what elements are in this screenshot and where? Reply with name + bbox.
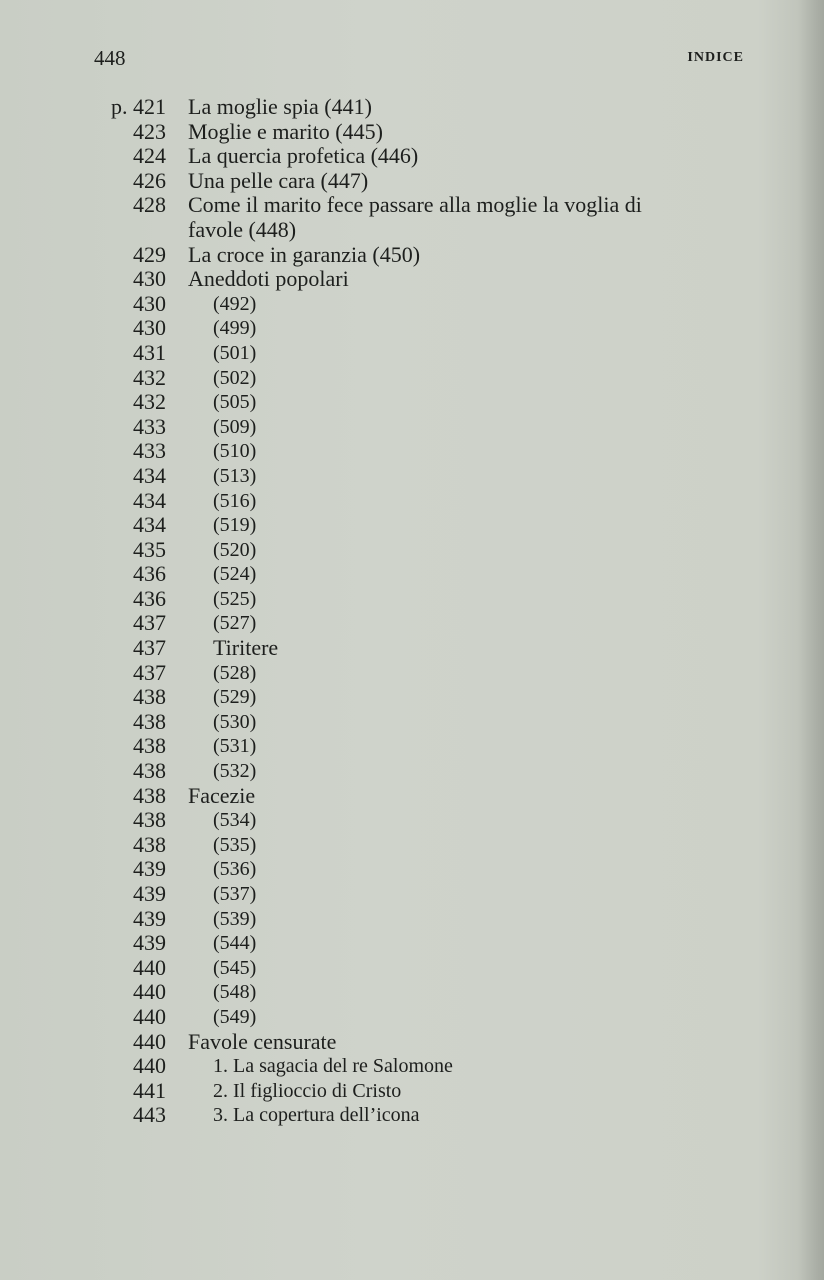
toc-entry [0, 931, 824, 956]
toc-page-number: 437 [133, 635, 166, 661]
toc-entry [0, 882, 824, 907]
toc-subentry-title: (532) [213, 760, 257, 783]
toc-subentry-title: 2. Il figlioccio di Cristo [213, 1079, 402, 1102]
toc-subentry-title: 3. La copertura dell’icona [213, 1104, 420, 1127]
toc-page-number: 440 [133, 954, 166, 980]
toc-entry-title: Come il marito fece passare alla moglie la voglia di [188, 192, 642, 218]
toc-page-number: 432 [133, 389, 166, 415]
toc-page-number: 431 [133, 339, 166, 365]
toc-subentry-title: (531) [213, 735, 257, 758]
toc-subentry-title: (509) [213, 415, 257, 438]
toc-entry-title: Facezie [188, 782, 256, 808]
toc-entry [0, 1079, 824, 1104]
toc-entry [0, 144, 824, 169]
toc-entry [0, 685, 824, 710]
toc-subentry-title: (519) [213, 514, 257, 537]
toc-page-number: 438 [133, 708, 166, 734]
toc-page-number: 433 [133, 413, 166, 439]
toc-subentry-title: (516) [213, 489, 257, 512]
toc-page-number: 439 [133, 905, 166, 931]
toc-page-number: 439 [133, 856, 166, 882]
toc-entry [0, 1054, 824, 1079]
toc-subentry-title: (513) [213, 464, 257, 487]
toc-page-number: p. 421 [111, 94, 166, 119]
toc-subentry-title: (539) [213, 907, 257, 930]
toc-page-number: 438 [133, 758, 166, 784]
toc-entry [0, 193, 824, 218]
toc-subentry-title: (534) [213, 809, 257, 832]
toc-page-number: 426 [133, 167, 166, 193]
toc-entry [0, 587, 824, 612]
toc-page-number: 435 [133, 536, 166, 562]
toc-entry [0, 636, 824, 661]
toc-subentry-title: (492) [213, 292, 257, 315]
toc-page-number: 439 [133, 881, 166, 906]
toc-entry-title: favole (448) [188, 216, 297, 242]
toc-entry [0, 243, 824, 268]
toc-subentry-title: (544) [213, 932, 257, 955]
table-of-contents [0, 95, 824, 1128]
toc-entry-title: Aneddoti popolari [188, 266, 349, 292]
toc-page-number: 434 [133, 487, 166, 513]
toc-entry [0, 341, 824, 366]
toc-entry [0, 169, 824, 194]
toc-page-number: 440 [133, 1028, 166, 1054]
toc-entry-title: Moglie e marito (445) [188, 118, 383, 144]
toc-entry [0, 980, 824, 1005]
toc-entry-title: Una pelle cara (447) [188, 167, 369, 193]
toc-subentry-title: Tiritere [213, 635, 279, 661]
toc-page-number: 440 [133, 1003, 166, 1029]
toc-page-number: 429 [133, 241, 166, 267]
toc-page-number: 440 [133, 1053, 166, 1079]
toc-page-number: 438 [133, 733, 166, 759]
toc-entry [0, 95, 824, 120]
toc-page-number: 436 [133, 585, 166, 611]
toc-subentry-title: (520) [213, 538, 257, 561]
toc-entry [0, 808, 824, 833]
toc-page-number: 437 [133, 659, 166, 685]
toc-entry [0, 415, 824, 440]
toc-entry [0, 464, 824, 489]
running-head [94, 46, 744, 74]
toc-entry [0, 267, 824, 292]
toc-page-number: 434 [133, 512, 166, 538]
page-number: 448 [94, 46, 126, 70]
toc-page-number: 424 [133, 143, 166, 169]
toc-subentry-title: (505) [213, 391, 257, 414]
toc-entry [0, 833, 824, 858]
toc-page-number: 438 [133, 807, 166, 833]
toc-page-number: 437 [133, 610, 166, 636]
toc-entry [0, 439, 824, 464]
toc-entry [0, 489, 824, 514]
toc-subentry-title: (524) [213, 563, 257, 586]
toc-subentry-title: (545) [213, 956, 257, 979]
toc-page-number: 436 [133, 561, 166, 587]
toc-subentry-title: (548) [213, 981, 257, 1004]
toc-subentry-title: (527) [213, 612, 257, 635]
toc-entry [0, 611, 824, 636]
toc-entry [0, 661, 824, 686]
toc-entry [0, 956, 824, 981]
toc-subentry-title: (502) [213, 366, 257, 389]
toc-entry-title: La moglie spia (441) [188, 94, 372, 119]
toc-entry-title: La quercia profetica (446) [188, 143, 419, 169]
toc-page-number: 434 [133, 462, 166, 488]
toc-entry [0, 120, 824, 145]
toc-entry [0, 1030, 824, 1055]
toc-page-number: 433 [133, 438, 166, 464]
toc-entry [0, 562, 824, 587]
toc-entry-title: La croce in garanzia (450) [188, 241, 421, 267]
toc-page-number: 432 [133, 364, 166, 390]
toc-entry [0, 292, 824, 317]
toc-entry [0, 784, 824, 809]
toc-entry [0, 218, 824, 243]
toc-subentry-title: (529) [213, 686, 257, 709]
toc-subentry-title: (528) [213, 661, 257, 684]
toc-page-number: 443 [133, 1102, 166, 1128]
toc-entry [0, 759, 824, 784]
toc-subentry-title: (501) [213, 341, 257, 364]
toc-page-number: 430 [133, 315, 166, 341]
toc-subentry-title: (499) [213, 317, 257, 340]
toc-subentry-title: 1. La sagacia del re Salomone [213, 1055, 453, 1078]
toc-page-number: 439 [133, 930, 166, 956]
toc-page-number: 441 [133, 1077, 166, 1103]
toc-page-number: 423 [133, 118, 166, 144]
toc-entry [0, 1103, 824, 1128]
toc-subentry-title: (535) [213, 833, 257, 856]
section-title: INDICE [687, 50, 744, 65]
toc-page-number: 430 [133, 290, 166, 316]
toc-entry [0, 513, 824, 538]
toc-entry [0, 734, 824, 759]
toc-entry-title: Favole censurate [188, 1028, 337, 1054]
toc-page-number: 440 [133, 979, 166, 1005]
toc-page-number: 428 [133, 192, 166, 218]
toc-subentry-title: (549) [213, 1005, 257, 1028]
toc-page-number: 438 [133, 831, 166, 857]
toc-subentry-title: (525) [213, 587, 257, 610]
toc-entry [0, 1005, 824, 1030]
toc-entry [0, 316, 824, 341]
toc-subentry-title: (530) [213, 710, 257, 733]
toc-entry [0, 907, 824, 932]
toc-entry [0, 366, 824, 391]
toc-page-number: 438 [133, 684, 166, 710]
toc-entry [0, 390, 824, 415]
toc-subentry-title: (510) [213, 440, 257, 463]
toc-subentry-title: (537) [213, 883, 257, 905]
toc-entry [0, 538, 824, 563]
toc-entry [0, 857, 824, 882]
toc-page-number: 438 [133, 782, 166, 808]
toc-page-number: 430 [133, 266, 166, 292]
toc-entry [0, 710, 824, 735]
toc-subentry-title: (536) [213, 858, 257, 881]
